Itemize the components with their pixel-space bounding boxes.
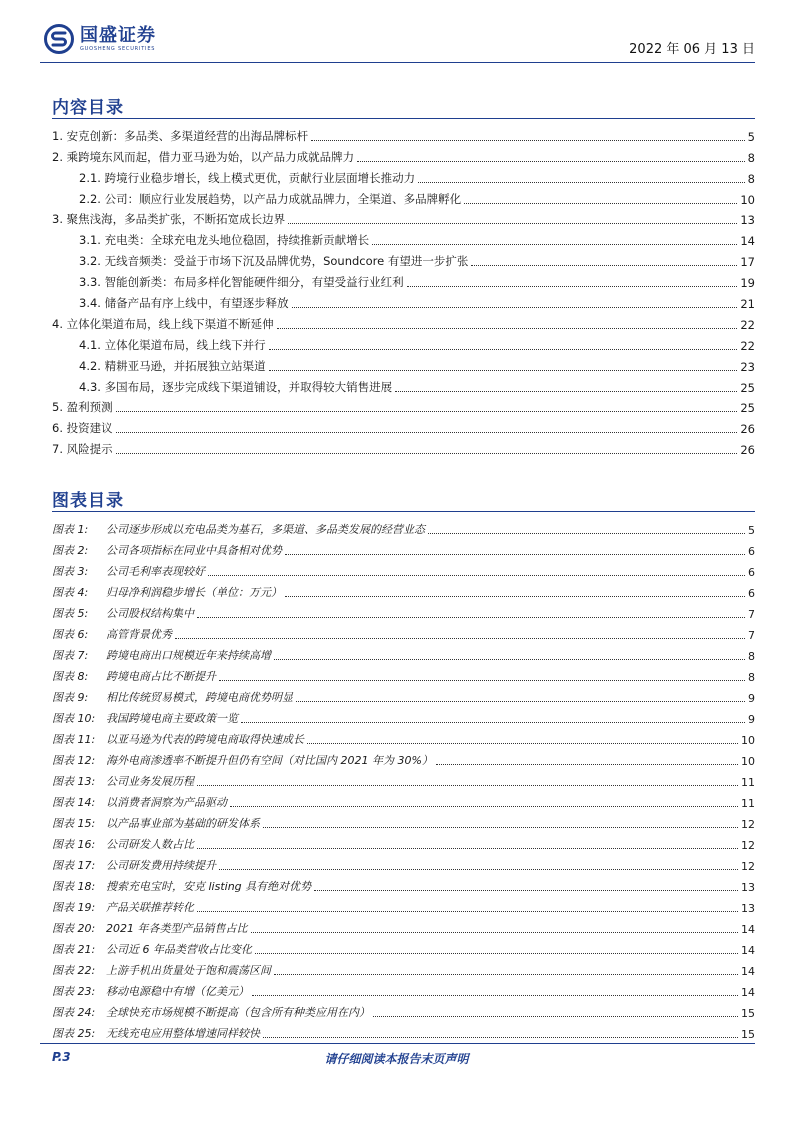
figure-number: 图表 25: bbox=[52, 1027, 96, 1040]
dot-leader bbox=[395, 391, 737, 392]
dot-leader bbox=[418, 182, 745, 183]
figure-caption: 公司逐步形成以充电品类为基石，多渠道、多品类发展的经营业态 bbox=[106, 523, 425, 536]
toc-entry-page: 8 bbox=[747, 171, 755, 186]
figure-caption: 2021 年各类型产品销售占比 bbox=[106, 922, 248, 935]
figure-entry[interactable] bbox=[52, 978, 755, 999]
figure-number: 图表 22: bbox=[52, 964, 96, 977]
figure-entry-label bbox=[52, 521, 428, 537]
figure-entry[interactable] bbox=[52, 852, 755, 873]
toc-list bbox=[52, 123, 755, 457]
figure-entry-page: 10 bbox=[741, 755, 755, 768]
figure-entry-page: 8 bbox=[748, 650, 755, 663]
figure-entry-page: 6 bbox=[748, 545, 755, 558]
figure-entry[interactable] bbox=[52, 726, 755, 747]
toc-entry-page: 21 bbox=[740, 297, 755, 312]
figure-entry-page: 13 bbox=[741, 902, 755, 915]
figure-entry-label bbox=[52, 1004, 373, 1020]
figure-number: 图表 7: bbox=[52, 649, 89, 662]
toc-entry-label: 3. 聚焦浅海，多品类扩张，不断拓宽成长边界 bbox=[52, 211, 288, 227]
figure-entry-page: 12 bbox=[741, 818, 755, 831]
toc-entry[interactable] bbox=[52, 353, 755, 374]
figure-caption: 海外电商渗透率不断提升但仍有空间（对比国内 2021 年为 30%） bbox=[106, 754, 433, 767]
figure-number: 图表 3: bbox=[52, 565, 89, 578]
toc-entry-label: 7. 风险提示 bbox=[52, 441, 116, 457]
figure-entry-label bbox=[52, 626, 175, 642]
figure-entry-label bbox=[52, 710, 241, 726]
figure-entry-page: 12 bbox=[741, 839, 755, 852]
figure-entry-label bbox=[52, 983, 252, 999]
figure-entry-page: 8 bbox=[748, 671, 755, 684]
dot-leader bbox=[464, 203, 737, 204]
figure-entry-page: 14 bbox=[741, 944, 755, 957]
toc-entry-label: 2.2. 公司：顺应行业发展趋势，以产品力成就品牌力，全渠道、多品牌孵化 bbox=[52, 191, 464, 207]
figure-entry[interactable] bbox=[52, 642, 755, 663]
page-number: P.3 bbox=[52, 1050, 71, 1064]
figure-number: 图表 11: bbox=[52, 733, 96, 746]
dot-leader bbox=[263, 1037, 738, 1038]
figure-caption: 公司股权结构集中 bbox=[106, 607, 194, 620]
figure-caption: 以亚马逊为代表的跨境电商取得快速成长 bbox=[106, 733, 304, 746]
figure-caption: 跨境电商出口规模近年来持续高增 bbox=[106, 649, 271, 662]
figure-entry-label bbox=[52, 647, 274, 663]
figure-number: 图表 21: bbox=[52, 943, 96, 956]
dot-leader bbox=[436, 764, 738, 765]
figures-list bbox=[52, 516, 755, 1041]
dot-leader bbox=[219, 869, 738, 870]
dot-leader bbox=[197, 617, 745, 618]
logo-english-name: GUOSHENG SECURITIES bbox=[80, 45, 156, 52]
dot-leader bbox=[269, 370, 738, 371]
toc-entry-label: 2.1. 跨境行业稳步增长，线上模式更优，贡献行业层面增长推动力 bbox=[52, 170, 418, 186]
dot-leader bbox=[116, 432, 738, 433]
footer-rule bbox=[40, 1043, 755, 1044]
figure-number: 图表 6: bbox=[52, 628, 89, 641]
figures-title: 图表目录 bbox=[52, 491, 124, 511]
toc-entry[interactable] bbox=[52, 269, 755, 290]
toc-entry[interactable] bbox=[52, 248, 755, 269]
figure-entry-label bbox=[52, 794, 230, 810]
dot-leader bbox=[373, 1016, 738, 1017]
toc-entry-label: 4.1. 立体化渠道布局，线上线下并行 bbox=[52, 337, 269, 353]
dot-leader bbox=[372, 244, 737, 245]
dot-leader bbox=[241, 722, 745, 723]
figure-number: 图表 14: bbox=[52, 796, 96, 809]
figure-number: 图表 16: bbox=[52, 838, 96, 851]
figure-entry-label bbox=[52, 668, 219, 684]
figure-entry-label bbox=[52, 773, 197, 789]
figure-entry-label bbox=[52, 605, 197, 621]
figure-entry-page: 7 bbox=[748, 608, 755, 621]
toc-entry-page: 14 bbox=[740, 234, 755, 249]
toc-entry-page: 22 bbox=[740, 317, 755, 332]
figure-number: 图表 2: bbox=[52, 544, 89, 557]
figure-entry[interactable] bbox=[52, 537, 755, 558]
toc-entry-label: 4.2. 精耕亚马逊，并拓展独立站渠道 bbox=[52, 358, 269, 374]
dot-leader bbox=[255, 953, 738, 954]
figure-entry-page: 11 bbox=[741, 797, 755, 810]
toc-entry-label: 3.3. 智能创新类：布局多样化智能硬件细分，有望受益行业红利 bbox=[52, 274, 407, 290]
figures-title-rule bbox=[52, 511, 755, 512]
figure-entry[interactable] bbox=[52, 873, 755, 894]
figure-caption: 我国跨境电商主要政策一览 bbox=[106, 712, 238, 725]
toc-entry-page: 26 bbox=[740, 443, 755, 458]
dot-leader bbox=[471, 265, 737, 266]
figure-entry[interactable] bbox=[52, 1020, 755, 1041]
figure-number: 图表 9: bbox=[52, 691, 89, 704]
figure-number: 图表 24: bbox=[52, 1006, 96, 1019]
figure-entry[interactable] bbox=[52, 600, 755, 621]
toc-entry-page: 5 bbox=[747, 129, 755, 144]
figure-entry[interactable] bbox=[52, 516, 755, 537]
figure-entry[interactable] bbox=[52, 936, 755, 957]
figure-entry[interactable] bbox=[52, 684, 755, 705]
figure-entry-label bbox=[52, 920, 251, 936]
figure-caption: 全球快充市场规模不断提高（包含所有种类应用在内） bbox=[106, 1006, 370, 1019]
figure-entry-page: 14 bbox=[741, 965, 755, 978]
dot-leader bbox=[197, 785, 738, 786]
dot-leader bbox=[230, 806, 738, 807]
report-date: 2022 年 06 月 13 日 bbox=[629, 42, 755, 57]
dot-leader bbox=[274, 659, 745, 660]
figure-entry-label bbox=[52, 878, 314, 894]
figure-entry-label bbox=[52, 542, 285, 558]
figure-number: 图表 17: bbox=[52, 859, 96, 872]
dot-leader bbox=[311, 140, 745, 141]
toc-entry-page: 17 bbox=[740, 255, 755, 270]
footer-disclaimer: 请仔细阅读本报告末页声明 bbox=[324, 1052, 469, 1066]
toc-title-rule bbox=[52, 118, 755, 119]
figure-caption: 上游手机出货量处于饱和震荡区间 bbox=[106, 964, 271, 977]
figure-entry-label bbox=[52, 941, 255, 957]
figure-entry-page: 11 bbox=[741, 776, 755, 789]
figure-entry[interactable] bbox=[52, 768, 755, 789]
figure-entry[interactable] bbox=[52, 957, 755, 978]
dot-leader bbox=[208, 575, 745, 576]
figure-number: 图表 13: bbox=[52, 775, 96, 788]
figure-caption: 移动电源稳中有增（亿美元） bbox=[106, 985, 249, 998]
toc-entry[interactable] bbox=[52, 165, 755, 186]
figure-number: 图表 15: bbox=[52, 817, 96, 830]
figure-entry-label bbox=[52, 815, 263, 831]
toc-entry-label: 6. 投资建议 bbox=[52, 420, 116, 436]
figure-entry[interactable] bbox=[52, 894, 755, 915]
figure-caption: 以消费者洞察为产品驱动 bbox=[106, 796, 227, 809]
figure-caption: 公司研发费用持续提升 bbox=[106, 859, 216, 872]
dot-leader bbox=[116, 411, 738, 412]
figure-caption: 公司研发人数占比 bbox=[106, 838, 194, 851]
figure-caption: 相比传统贸易模式，跨境电商优势明显 bbox=[106, 691, 293, 704]
figure-entry-label bbox=[52, 752, 436, 768]
figure-caption: 归母净利润稳步增长（单位：万元） bbox=[106, 586, 282, 599]
figure-entry[interactable] bbox=[52, 831, 755, 852]
toc-entry[interactable] bbox=[52, 227, 755, 248]
toc-entry[interactable] bbox=[52, 311, 755, 332]
figure-number: 图表 5: bbox=[52, 607, 89, 620]
figure-caption: 公司各项指标在同业中具备相对优势 bbox=[106, 544, 282, 557]
dot-leader bbox=[357, 161, 745, 162]
toc-entry-page: 26 bbox=[740, 422, 755, 437]
toc-entry[interactable] bbox=[52, 332, 755, 353]
figure-entry[interactable] bbox=[52, 747, 755, 768]
toc-entry-label: 4.3. 多国布局，逐步完成线下渠道铺设，并取得较大销售进展 bbox=[52, 379, 395, 395]
toc-title: 内容目录 bbox=[52, 98, 124, 118]
toc-entry-page: 22 bbox=[740, 338, 755, 353]
figure-entry-label bbox=[52, 899, 197, 915]
dot-leader bbox=[277, 328, 738, 329]
figure-caption: 以产品事业部为基础的研发体系 bbox=[106, 817, 260, 830]
toc-entry-label: 1. 安克创新：多品类、多渠道经营的出海品牌标杆 bbox=[52, 128, 311, 144]
dot-leader bbox=[175, 638, 745, 639]
figure-caption: 高管背景优秀 bbox=[106, 628, 172, 641]
figure-entry-page: 7 bbox=[748, 629, 755, 642]
toc-entry[interactable] bbox=[52, 436, 755, 457]
dot-leader bbox=[285, 554, 745, 555]
toc-entry[interactable] bbox=[52, 123, 755, 144]
dot-leader bbox=[285, 596, 745, 597]
figure-entry[interactable] bbox=[52, 915, 755, 936]
figure-entry-label bbox=[52, 584, 285, 600]
figure-entry-label bbox=[52, 857, 219, 873]
figure-entry-page: 15 bbox=[741, 1028, 755, 1041]
dot-leader bbox=[252, 995, 738, 996]
figure-entry-page: 6 bbox=[748, 566, 755, 579]
dot-leader bbox=[116, 453, 738, 454]
toc-entry[interactable] bbox=[52, 395, 755, 416]
figure-entry-page: 10 bbox=[741, 734, 755, 747]
figure-entry-label bbox=[52, 962, 274, 978]
figure-number: 图表 4: bbox=[52, 586, 89, 599]
figure-entry-page: 9 bbox=[748, 692, 755, 705]
figure-number: 图表 1: bbox=[52, 523, 89, 536]
figure-entry[interactable] bbox=[52, 663, 755, 684]
figure-entry-page: 5 bbox=[748, 524, 755, 537]
figure-number: 图表 19: bbox=[52, 901, 96, 914]
figure-number: 图表 23: bbox=[52, 985, 96, 998]
figure-caption: 跨境电商占比不断提升 bbox=[106, 670, 216, 683]
figure-caption: 无线充电应用整体增速同样较快 bbox=[106, 1027, 260, 1040]
dot-leader bbox=[251, 932, 739, 933]
dot-leader bbox=[219, 680, 745, 681]
figure-entry[interactable] bbox=[52, 579, 755, 600]
toc-entry-page: 23 bbox=[740, 359, 755, 374]
toc-entry-page: 10 bbox=[740, 192, 755, 207]
toc-entry[interactable] bbox=[52, 186, 755, 207]
toc-entry[interactable] bbox=[52, 144, 755, 165]
figure-entry[interactable] bbox=[52, 621, 755, 642]
toc-entry[interactable] bbox=[52, 207, 755, 228]
figure-entry[interactable] bbox=[52, 705, 755, 726]
dot-leader bbox=[274, 974, 738, 975]
guosheng-logo-icon bbox=[44, 24, 74, 54]
toc-entry[interactable] bbox=[52, 415, 755, 436]
figure-caption: 公司毛利率表现较好 bbox=[106, 565, 205, 578]
figure-entry-page: 13 bbox=[741, 881, 755, 894]
figure-entry-page: 9 bbox=[748, 713, 755, 726]
dot-leader bbox=[263, 827, 738, 828]
toc-entry-label: 3.2. 无线音频类：受益于市场下沉及品牌优势，Soundcore 有望进一步扩张 bbox=[52, 253, 471, 269]
page-header bbox=[40, 24, 755, 63]
dot-leader bbox=[292, 307, 738, 308]
dot-leader bbox=[288, 223, 737, 224]
dot-leader bbox=[296, 701, 745, 702]
figure-number: 图表 18: bbox=[52, 880, 96, 893]
figure-entry-page: 15 bbox=[741, 1007, 755, 1020]
toc-entry[interactable] bbox=[52, 290, 755, 311]
figure-entry[interactable] bbox=[52, 789, 755, 810]
company-logo bbox=[44, 24, 156, 54]
toc-entry-label: 4. 立体化渠道布局，线上线下渠道不断延伸 bbox=[52, 316, 277, 332]
dot-leader bbox=[197, 911, 738, 912]
toc-entry-page: 8 bbox=[747, 150, 755, 165]
figure-caption: 搜索充电宝时，安克 listing 具有绝对优势 bbox=[106, 880, 312, 893]
figure-number: 图表 8: bbox=[52, 670, 89, 683]
figure-number: 图表 20: bbox=[52, 922, 96, 935]
figure-entry-page: 6 bbox=[748, 587, 755, 600]
figure-entry-label bbox=[52, 689, 296, 705]
figure-entry-label bbox=[52, 836, 197, 852]
toc-entry-page: 19 bbox=[740, 276, 755, 291]
figure-entry-page: 14 bbox=[741, 986, 755, 999]
dot-leader bbox=[269, 349, 738, 350]
dot-leader bbox=[314, 890, 738, 891]
dot-leader bbox=[428, 533, 745, 534]
dot-leader bbox=[407, 286, 738, 287]
figure-caption: 产品关联推荐转化 bbox=[106, 901, 194, 914]
figure-number: 图表 10: bbox=[52, 712, 96, 725]
figure-entry-label bbox=[52, 563, 208, 579]
figure-entry[interactable] bbox=[52, 810, 755, 831]
dot-leader bbox=[307, 743, 738, 744]
figure-entry-label bbox=[52, 731, 307, 747]
toc-entry-label: 3.1. 充电类：全球充电龙头地位稳固，持续推新贡献增长 bbox=[52, 232, 372, 248]
figure-entry-page: 12 bbox=[741, 860, 755, 873]
dot-leader bbox=[197, 848, 738, 849]
figure-entry[interactable] bbox=[52, 558, 755, 579]
figure-entry-page: 14 bbox=[741, 923, 755, 936]
figure-number: 图表 12: bbox=[52, 754, 96, 767]
figure-caption: 公司近 6 年品类营收占比变化 bbox=[106, 943, 252, 956]
logo-chinese-name: 国盛证券 bbox=[80, 24, 156, 46]
toc-entry-label: 3.4. 储备产品有序上线中，有望逐步释放 bbox=[52, 295, 292, 311]
figure-entry-label bbox=[52, 1025, 263, 1041]
figure-caption: 公司业务发展历程 bbox=[106, 775, 194, 788]
toc-entry-page: 25 bbox=[740, 380, 755, 395]
toc-entry-label: 5. 盈利预测 bbox=[52, 399, 116, 415]
toc-entry-label: 2. 乘跨境东风而起，借力亚马逊为始，以产品力成就品牌力 bbox=[52, 149, 357, 165]
toc-entry[interactable] bbox=[52, 374, 755, 395]
toc-entry-page: 13 bbox=[740, 213, 755, 228]
figure-entry[interactable] bbox=[52, 999, 755, 1020]
toc-entry-page: 25 bbox=[740, 401, 755, 416]
